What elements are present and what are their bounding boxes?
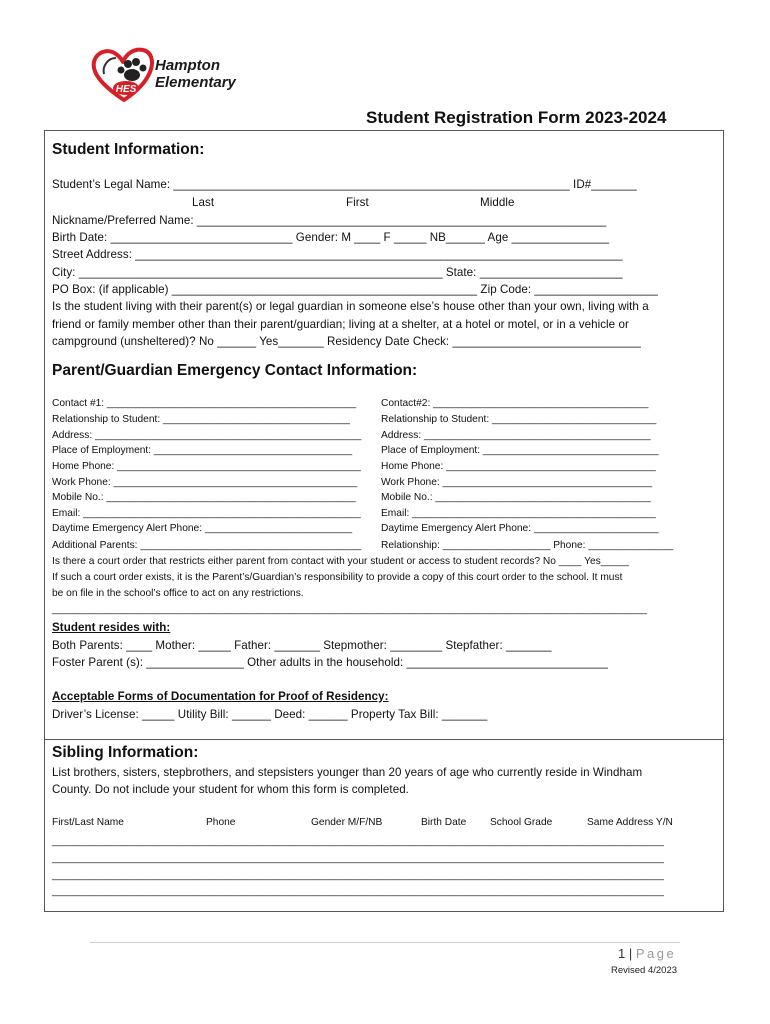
contact1-alert-phone-field[interactable]: Daytime Emergency Alert Phone: __________________________ (52, 523, 353, 534)
page-separator: | (628, 946, 633, 961)
sibling-row-line[interactable]: ____________________________________________________________________________________________________________ (52, 836, 664, 847)
revision-date: Revised 4/2023 (611, 965, 678, 976)
sibling-row-line[interactable]: ____________________________________________________________________________________________________________ (52, 853, 664, 864)
page-number (618, 946, 676, 961)
sibling-info-heading: Sibling Information: (52, 744, 199, 761)
additional-relationship-phone-field[interactable]: Relationship: ___________________ Phone: _______________ (381, 540, 674, 551)
footer-rule (90, 942, 680, 943)
birthdate-gender-age-field[interactable]: Birth Date: ____________________________ Gender: M ____ F _____ NB______ Age _______________ (52, 231, 610, 244)
section-divider (44, 739, 724, 740)
col-school-grade: School Grade (490, 817, 553, 828)
contact1-field[interactable]: Contact #1: ____________________________________________ (52, 398, 357, 409)
page-word: Page (635, 946, 677, 961)
col-same-address: Same Address Y/N (587, 817, 673, 828)
page-number-value: 1 (618, 946, 626, 961)
label-last: Last (192, 196, 215, 209)
contact1-email-field[interactable]: Email: _________________________________________________ (52, 508, 361, 519)
po-box-zip-field[interactable]: PO Box: (if applicable) _______________________________________________ Zip Code: ___________________ (52, 283, 658, 296)
residency-docs-field[interactable]: Driver’s License: _____ Utility Bill: ______ Deed: ______ Property Tax Bill: _______ (52, 708, 488, 721)
separator-line: _________________________________________________________________________________________________________ (52, 604, 647, 615)
emergency-contact-heading: Parent/Guardian Emergency Contact Information: (52, 362, 418, 379)
living-situation-question-line1: Is the student living with their parent(s) or legal guardian in someone else’s house other than your own, living with a (52, 300, 649, 313)
residency-docs-heading: Acceptable Forms of Documentation for Proof of Residency: (52, 690, 389, 703)
living-situation-question-line2: friend or family member other than their parent/guardian; living at a shelter, at a hotel or motel, or in a vehicle or (52, 318, 629, 331)
city-state-field[interactable]: City: ________________________________________________________ State: ______________________ (52, 266, 623, 279)
student-info-heading: Student Information: (52, 141, 205, 158)
school-name-line1: Hampton (155, 57, 220, 74)
contact2-field[interactable]: Contact#2: ______________________________________ (381, 398, 649, 409)
additional-parents-field[interactable]: Additional Parents: _______________________________________ (52, 540, 362, 551)
contact1-home-phone-field[interactable]: Home Phone: ___________________________________________ (52, 461, 361, 472)
living-situation-answer-field[interactable]: campground (unsheltered)? No ______ Yes_______ Residency Date Check: _____________________________ (52, 335, 641, 348)
contact2-work-phone-field[interactable]: Work Phone: _____________________________________ (381, 477, 653, 488)
sibling-description-line2: County. Do not include your student for whom this form is completed. (52, 783, 409, 796)
resides-parents-field[interactable]: Both Parents: ____ Mother: _____ Father: _______ Stepmother: ________ Stepfather: _______ (52, 639, 552, 652)
contact2-relationship-field[interactable]: Relationship to Student: _____________________________ (381, 414, 657, 425)
contact2-employment-field[interactable]: Place of Employment: _______________________________ (381, 445, 659, 456)
contact2-address-field[interactable]: Address: ________________________________________ (381, 430, 651, 441)
legal-name-field[interactable]: Student’s Legal Name: _____________________________________________________________ ID#_______ (52, 178, 637, 191)
sibling-row-line[interactable]: ____________________________________________________________________________________________________________ (52, 870, 664, 881)
court-order-note-line2: be on file in the school’s office to act on any restrictions. (52, 588, 304, 599)
contact2-alert-phone-field[interactable]: Daytime Emergency Alert Phone: ______________________ (381, 523, 659, 534)
street-address-field[interactable]: Street Address: ___________________________________________________________________________ (52, 248, 623, 261)
contact1-employment-field[interactable]: Place of Employment: ___________________________________ (52, 445, 353, 456)
contact2-email-field[interactable]: Email: ___________________________________________ (381, 508, 656, 519)
col-name: First/Last Name (52, 817, 124, 828)
court-order-note-line1: If such a court order exists, it is the Parent’s/Guardian’s responsibility to provide a copy of this court order to the school. It must (52, 572, 623, 583)
label-middle: Middle (480, 196, 515, 209)
school-name (155, 57, 236, 91)
label-first: First (346, 196, 369, 209)
contact1-mobile-field[interactable]: Mobile No.: ____________________________________________ (52, 492, 356, 503)
school-name-line2: Elementary (155, 74, 236, 91)
contact1-relationship-field[interactable]: Relationship to Student: _________________________________ (52, 414, 350, 425)
court-order-question[interactable]: Is there a court order that restricts either parent from contact with your student or access to student records? No ____ Yes_____ (52, 556, 630, 567)
form-title: Student Registration Form 2023-2024 (366, 108, 667, 127)
col-birth-date: Birth Date (421, 817, 467, 828)
resides-with-heading: Student resides with: (52, 621, 171, 634)
contact1-address-field[interactable]: Address: _______________________________________________ (52, 430, 362, 441)
nickname-field[interactable]: Nickname/Preferred Name: _______________________________________________________________ (52, 214, 607, 227)
sibling-row-line[interactable]: ____________________________________________________________________________________________________________ (52, 886, 664, 897)
sibling-description-line1: List brothers, sisters, stepbrothers, and stepsisters younger than 20 years of age who currently reside in Windham (52, 766, 643, 779)
col-phone: Phone (206, 817, 236, 828)
contact1-work-phone-field[interactable]: Work Phone: ___________________________________________ (52, 477, 358, 488)
contact2-mobile-field[interactable]: Mobile No.: ______________________________________ (381, 492, 651, 503)
contact2-home-phone-field[interactable]: Home Phone: _____________________________________ (381, 461, 656, 472)
col-gender: Gender M/F/NB (311, 817, 383, 828)
logo-initials: HES (115, 84, 137, 95)
resides-foster-field[interactable]: Foster Parent (s): _______________ Other adults in the household: _______________________________ (52, 656, 608, 669)
